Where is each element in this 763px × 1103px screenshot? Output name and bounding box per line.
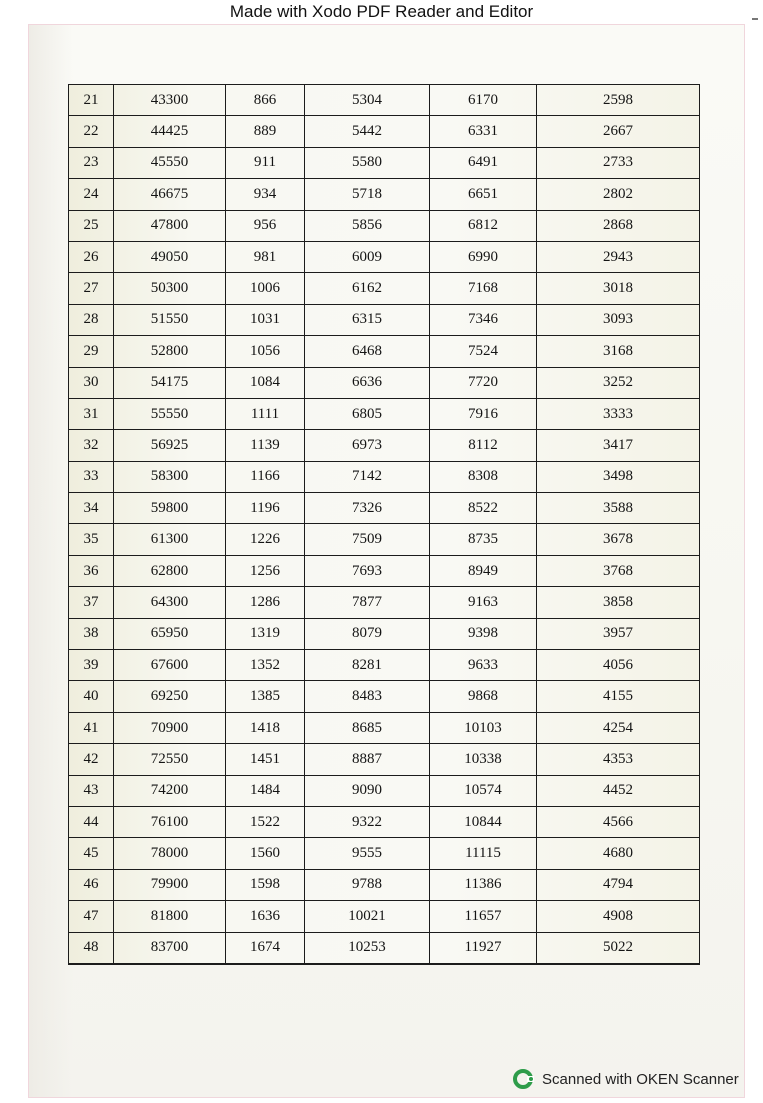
row-index-cell: 43 xyxy=(69,775,114,806)
table-cell: 74200 xyxy=(114,775,226,806)
table-cell: 6636 xyxy=(305,367,430,398)
row-index-cell: 39 xyxy=(69,650,114,681)
table-cell: 7693 xyxy=(305,555,430,586)
table-cell: 911 xyxy=(226,147,305,178)
table-row xyxy=(69,179,700,210)
table-cell: 10844 xyxy=(430,806,537,837)
table-cell: 3768 xyxy=(537,555,700,586)
row-index-cell: 37 xyxy=(69,587,114,618)
xodo-banner: Made with Xodo PDF Reader and Editor xyxy=(229,2,534,21)
table-cell: 11386 xyxy=(430,869,537,900)
table-cell: 44425 xyxy=(114,116,226,147)
table-cell: 6468 xyxy=(305,336,430,367)
table-cell: 9322 xyxy=(305,806,430,837)
table-cell: 3957 xyxy=(537,618,700,649)
table-cell: 1031 xyxy=(226,304,305,335)
table-cell: 8112 xyxy=(430,430,537,461)
table-cell: 55550 xyxy=(114,398,226,429)
row-index-cell: 45 xyxy=(69,838,114,869)
table-cell: 3678 xyxy=(537,524,700,555)
table-cell: 51550 xyxy=(114,304,226,335)
table-cell: 11927 xyxy=(430,932,537,964)
table-cell: 9090 xyxy=(305,775,430,806)
table-cell: 65950 xyxy=(114,618,226,649)
table-cell: 4680 xyxy=(537,838,700,869)
table-cell: 9868 xyxy=(430,681,537,712)
table-cell: 4254 xyxy=(537,712,700,743)
table-cell: 1256 xyxy=(226,555,305,586)
row-index-cell: 31 xyxy=(69,398,114,429)
table-cell: 10338 xyxy=(430,744,537,775)
table-row xyxy=(69,712,700,743)
table-cell: 7168 xyxy=(430,273,537,304)
pay-scale-table xyxy=(68,84,700,965)
table-cell: 64300 xyxy=(114,587,226,618)
table-cell: 8522 xyxy=(430,493,537,524)
row-index-cell: 27 xyxy=(69,273,114,304)
table-cell: 934 xyxy=(226,179,305,210)
table-cell: 9398 xyxy=(430,618,537,649)
table-cell: 49050 xyxy=(114,241,226,272)
table-row xyxy=(69,85,700,116)
table-cell: 10574 xyxy=(430,775,537,806)
table-cell: 2667 xyxy=(537,116,700,147)
table-cell: 54175 xyxy=(114,367,226,398)
table-cell: 1674 xyxy=(226,932,305,964)
table-cell: 1111 xyxy=(226,398,305,429)
table-cell: 4353 xyxy=(537,744,700,775)
row-index-cell: 42 xyxy=(69,744,114,775)
table-cell: 9555 xyxy=(305,838,430,869)
table-cell: 4056 xyxy=(537,650,700,681)
row-index-cell: 35 xyxy=(69,524,114,555)
table-cell: 8685 xyxy=(305,712,430,743)
table-cell: 2868 xyxy=(537,210,700,241)
table-row xyxy=(69,493,700,524)
table-cell: 6990 xyxy=(430,241,537,272)
table-cell: 3093 xyxy=(537,304,700,335)
table-cell: 2733 xyxy=(537,147,700,178)
table-cell: 866 xyxy=(226,85,305,116)
table-cell: 10103 xyxy=(430,712,537,743)
row-index-cell: 21 xyxy=(69,85,114,116)
table-row xyxy=(69,618,700,649)
table-cell: 8887 xyxy=(305,744,430,775)
table-cell: 1522 xyxy=(226,806,305,837)
row-index-cell: 24 xyxy=(69,179,114,210)
row-index-cell: 29 xyxy=(69,336,114,367)
table-cell: 4908 xyxy=(537,901,700,932)
table-cell: 8735 xyxy=(430,524,537,555)
table-cell: 6009 xyxy=(305,241,430,272)
table-cell: 956 xyxy=(226,210,305,241)
table-cell: 9788 xyxy=(305,869,430,900)
table-cell: 7142 xyxy=(305,461,430,492)
table-cell: 6651 xyxy=(430,179,537,210)
table-cell: 1598 xyxy=(226,869,305,900)
table-cell: 8079 xyxy=(305,618,430,649)
table-cell: 5718 xyxy=(305,179,430,210)
table-cell: 50300 xyxy=(114,273,226,304)
table-cell: 5304 xyxy=(305,85,430,116)
table-cell: 5580 xyxy=(305,147,430,178)
row-index-cell: 23 xyxy=(69,147,114,178)
table-cell: 3858 xyxy=(537,587,700,618)
table-cell: 1636 xyxy=(226,901,305,932)
row-index-cell: 47 xyxy=(69,901,114,932)
row-index-cell: 32 xyxy=(69,430,114,461)
table-cell: 8483 xyxy=(305,681,430,712)
corner-mark xyxy=(752,18,758,20)
table-row xyxy=(69,524,700,555)
table-cell: 3498 xyxy=(537,461,700,492)
table-cell: 3417 xyxy=(537,430,700,461)
table-cell: 1056 xyxy=(226,336,305,367)
table-cell: 1319 xyxy=(226,618,305,649)
table-row xyxy=(69,398,700,429)
table-cell: 72550 xyxy=(114,744,226,775)
table-cell: 5856 xyxy=(305,210,430,241)
row-index-cell: 46 xyxy=(69,869,114,900)
row-index-cell: 25 xyxy=(69,210,114,241)
table-cell: 3168 xyxy=(537,336,700,367)
table-row xyxy=(69,555,700,586)
table-row xyxy=(69,461,700,492)
table-cell: 58300 xyxy=(114,461,226,492)
table-cell: 46675 xyxy=(114,179,226,210)
table-cell: 6812 xyxy=(430,210,537,241)
table-cell: 52800 xyxy=(114,336,226,367)
table-cell: 7720 xyxy=(430,367,537,398)
table-row xyxy=(69,147,700,178)
table-cell: 1484 xyxy=(226,775,305,806)
table-cell: 4566 xyxy=(537,806,700,837)
table-cell: 45550 xyxy=(114,147,226,178)
table-cell: 7326 xyxy=(305,493,430,524)
row-index-cell: 40 xyxy=(69,681,114,712)
table-row xyxy=(69,241,700,272)
table-cell: 9163 xyxy=(430,587,537,618)
row-index-cell: 22 xyxy=(69,116,114,147)
table-cell: 7524 xyxy=(430,336,537,367)
table-cell: 6331 xyxy=(430,116,537,147)
table-cell: 6491 xyxy=(430,147,537,178)
table-row xyxy=(69,116,700,147)
table-cell: 78000 xyxy=(114,838,226,869)
row-index-cell: 44 xyxy=(69,806,114,837)
table-cell: 2598 xyxy=(537,85,700,116)
table-row xyxy=(69,367,700,398)
table-row xyxy=(69,210,700,241)
table-cell: 8281 xyxy=(305,650,430,681)
table-row xyxy=(69,336,700,367)
table-cell: 5442 xyxy=(305,116,430,147)
table-cell: 6973 xyxy=(305,430,430,461)
table-row xyxy=(69,806,700,837)
table-cell: 3252 xyxy=(537,367,700,398)
table-cell: 70900 xyxy=(114,712,226,743)
oken-logo-icon xyxy=(512,1068,534,1090)
table-cell: 1560 xyxy=(226,838,305,869)
table-row xyxy=(69,775,700,806)
table-row xyxy=(69,273,700,304)
table-row xyxy=(69,744,700,775)
table-cell: 1166 xyxy=(226,461,305,492)
table-cell: 1352 xyxy=(226,650,305,681)
table-row xyxy=(69,932,700,964)
table-cell: 3018 xyxy=(537,273,700,304)
table-cell: 7509 xyxy=(305,524,430,555)
table-cell: 8308 xyxy=(430,461,537,492)
table-row xyxy=(69,681,700,712)
row-index-cell: 41 xyxy=(69,712,114,743)
pay-scale-table-body xyxy=(69,85,700,964)
table-cell: 10253 xyxy=(305,932,430,964)
scanner-label: Scanned with OKEN Scanner xyxy=(542,1070,739,1088)
table-cell: 61300 xyxy=(114,524,226,555)
table-cell: 9633 xyxy=(430,650,537,681)
table-row xyxy=(69,587,700,618)
table-cell: 2802 xyxy=(537,179,700,210)
table-row xyxy=(69,838,700,869)
table-row xyxy=(69,869,700,900)
table-cell: 56925 xyxy=(114,430,226,461)
table-cell: 62800 xyxy=(114,555,226,586)
table-cell: 889 xyxy=(226,116,305,147)
table-cell: 11115 xyxy=(430,838,537,869)
table-cell: 1196 xyxy=(226,493,305,524)
table-cell: 43300 xyxy=(114,85,226,116)
table-row xyxy=(69,901,700,932)
table-cell: 83700 xyxy=(114,932,226,964)
table-cell: 1385 xyxy=(226,681,305,712)
table-cell: 47800 xyxy=(114,210,226,241)
row-index-cell: 34 xyxy=(69,493,114,524)
table-cell: 3333 xyxy=(537,398,700,429)
table-cell: 1418 xyxy=(226,712,305,743)
table-row xyxy=(69,650,700,681)
table-cell: 4155 xyxy=(537,681,700,712)
table-cell: 1006 xyxy=(226,273,305,304)
table-cell: 7916 xyxy=(430,398,537,429)
table-cell: 69250 xyxy=(114,681,226,712)
row-index-cell: 48 xyxy=(69,932,114,964)
table-cell: 6170 xyxy=(430,85,537,116)
row-index-cell: 38 xyxy=(69,618,114,649)
row-index-cell: 33 xyxy=(69,461,114,492)
table-cell: 1451 xyxy=(226,744,305,775)
table-cell: 7877 xyxy=(305,587,430,618)
table-cell: 67600 xyxy=(114,650,226,681)
table-cell: 7346 xyxy=(430,304,537,335)
table-cell: 1139 xyxy=(226,430,305,461)
table-row xyxy=(69,304,700,335)
table-cell: 6162 xyxy=(305,273,430,304)
table-cell: 6805 xyxy=(305,398,430,429)
table-cell: 81800 xyxy=(114,901,226,932)
scanner-watermark xyxy=(512,1068,739,1090)
table-cell: 4794 xyxy=(537,869,700,900)
table-cell: 4452 xyxy=(537,775,700,806)
table-cell: 59800 xyxy=(114,493,226,524)
table-cell: 11657 xyxy=(430,901,537,932)
table-cell: 981 xyxy=(226,241,305,272)
table-cell: 79900 xyxy=(114,869,226,900)
paper-shade xyxy=(29,25,73,1097)
table-cell: 1286 xyxy=(226,587,305,618)
table-cell: 2943 xyxy=(537,241,700,272)
table-cell: 3588 xyxy=(537,493,700,524)
table-cell: 10021 xyxy=(305,901,430,932)
table-cell: 1084 xyxy=(226,367,305,398)
table-row xyxy=(69,430,700,461)
table-cell: 6315 xyxy=(305,304,430,335)
row-index-cell: 26 xyxy=(69,241,114,272)
table-cell: 8949 xyxy=(430,555,537,586)
row-index-cell: 30 xyxy=(69,367,114,398)
table-cell: 76100 xyxy=(114,806,226,837)
table-cell: 5022 xyxy=(537,932,700,964)
row-index-cell: 36 xyxy=(69,555,114,586)
table-cell: 1226 xyxy=(226,524,305,555)
row-index-cell: 28 xyxy=(69,304,114,335)
